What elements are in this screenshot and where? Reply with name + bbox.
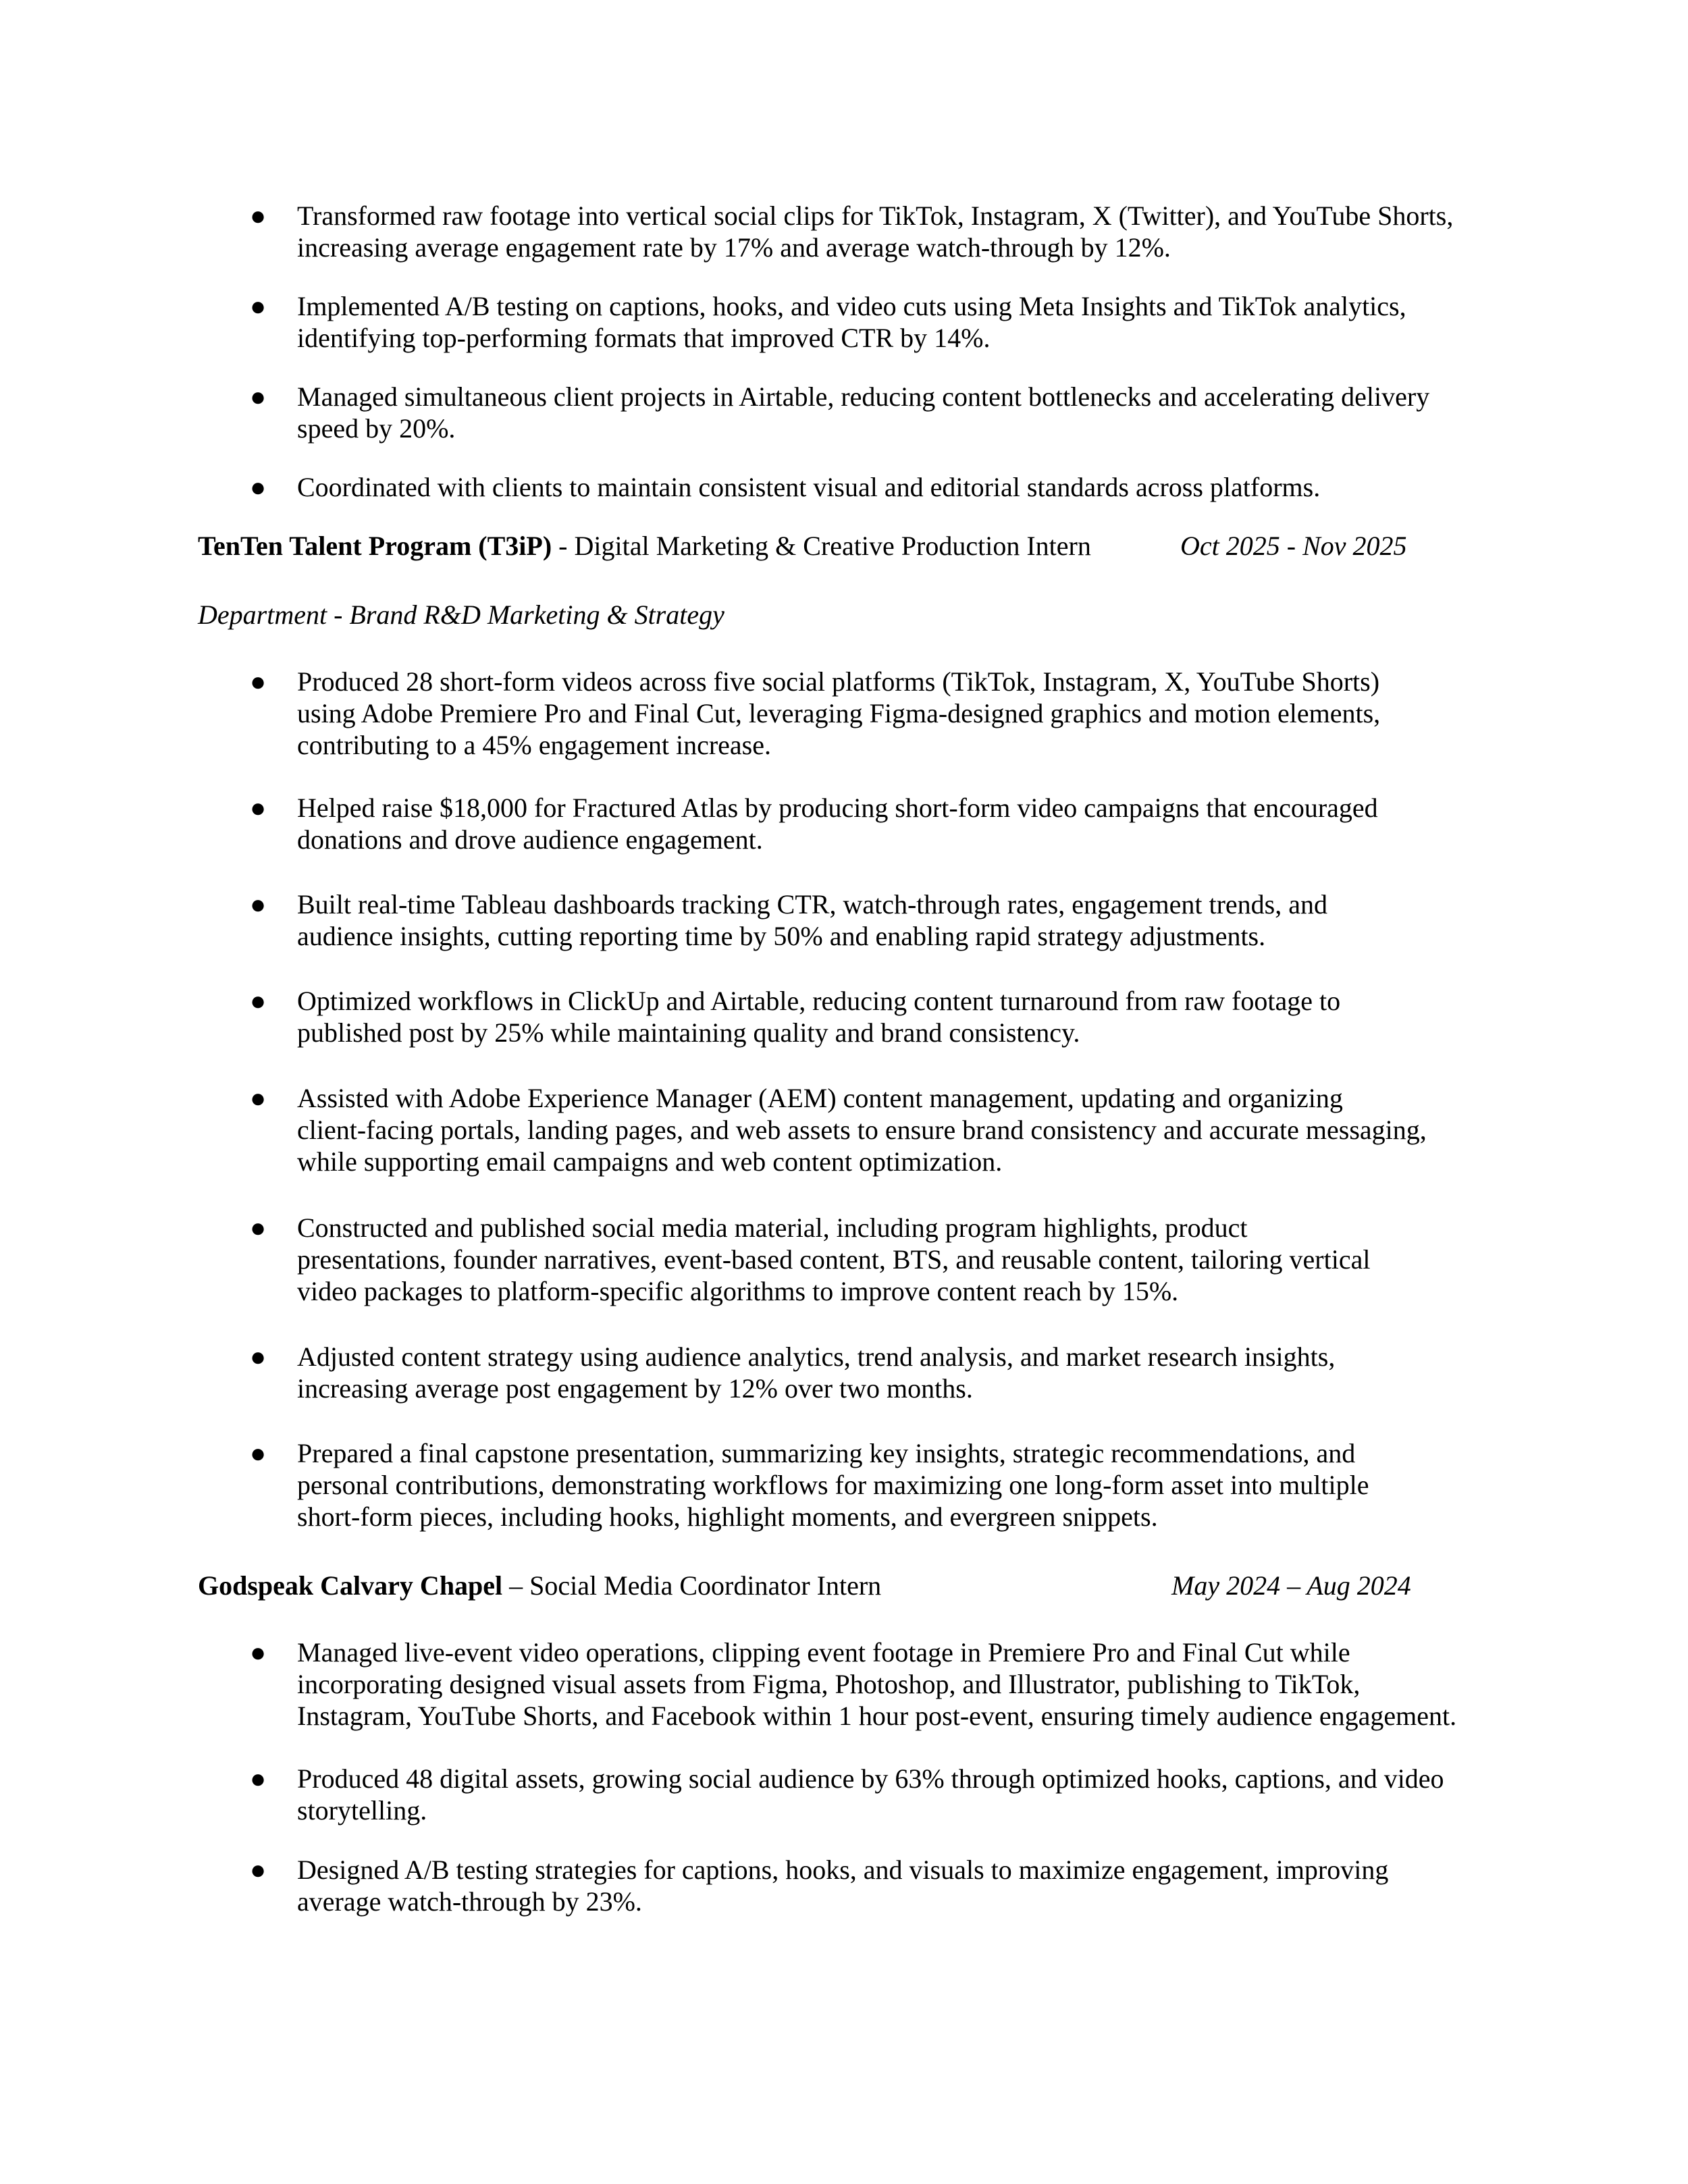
experience-bullet: Assisted with Adobe Experience Manager (AEM) content management, updating and organizing client-facing portals, landing pages, and web assets to ensure brand consistency and accurate messaging, while supporting email campaigns and web content optimization. (297, 1083, 1427, 1177)
experience-bullet: Helped raise $18,000 for Fractured Atlas by producing short-form video campaigns that encouraged donations and drove audience engagement. (297, 793, 1378, 855)
job-separator: – (502, 1570, 530, 1601)
bullet-dot: ● (250, 1341, 267, 1372)
experience-bullet: Designed A/B testing strategies for captions, hooks, and visuals to maximize engagement, improving average watch-through by 23%. (297, 1855, 1389, 1917)
bullet-dot: ● (250, 381, 267, 412)
job-dates: Oct 2025 - Nov 2025 (1180, 531, 1407, 561)
bullet-dot: ● (250, 889, 267, 920)
bullet-dot: ● (250, 1763, 267, 1794)
bullet-dot: ● (250, 291, 267, 321)
experience-bullet: Prepared a final capstone presentation, summarizing key insights, strategic recommendations, and personal contributions, demonstrating workflows for maximizing one long-form asset into multiple short-form pieces, including hooks, highlight moments, and evergreen snippets. (297, 1438, 1369, 1532)
bullet-dot: ● (250, 1637, 267, 1668)
job-heading-godspeak (198, 1570, 881, 1601)
bullet-dot: ● (250, 1213, 267, 1243)
job-role: Social Media Coordinator Intern (529, 1570, 882, 1601)
experience-bullet: Adjusted content strategy using audience analytics, trend analysis, and market research insights, increasing average post engagement by 12% over two months. (297, 1341, 1336, 1404)
experience-bullet: Implemented A/B testing on captions, hooks, and video cuts using Meta Insights and TikTok analytics, identifying top-performing formats that improved CTR by 14%. (297, 291, 1406, 353)
bullet-dot: ● (250, 986, 267, 1016)
job-dates: May 2024 – Aug 2024 (1171, 1570, 1411, 1601)
job-heading-tenten (198, 530, 1091, 562)
experience-bullet: Managed live-event video operations, clipping event footage in Premiere Pro and Final Cut while incorporating designed visual assets from Figma, Photoshop, and Illustrator, publishing to TikTok, Instagram, YouTube Shorts, and Facebook within 1 hour post-event, ensuring timely audience engagement. (297, 1637, 1457, 1731)
bullet-dot: ● (250, 793, 267, 823)
experience-bullet: Transformed raw footage into vertical social clips for TikTok, Instagram, X (Twitter), and YouTube Shorts, increasing average engagement rate by 17% and average watch-through by 12%. (297, 201, 1454, 263)
experience-bullet: Optimized workflows in ClickUp and Airtable, reducing content turnaround from raw footage to published post by 25% while maintaining quality and brand consistency. (297, 986, 1341, 1048)
bullet-dot: ● (250, 472, 267, 502)
bullet-dot: ● (250, 1855, 267, 1885)
experience-bullet: Built real-time Tableau dashboards tracking CTR, watch-through rates, engagement trends, and audience insights, cutting reporting time by 50% and enabling rapid strategy adjustments. (297, 889, 1327, 951)
experience-bullet: Constructed and published social media material, including program highlights, product presentations, founder narratives, event-based content, BTS, and reusable content, tailoring vertical video packages to platform-specific algorithms to improve content reach by 15%. (297, 1213, 1371, 1306)
experience-bullet: Produced 48 digital assets, growing social audience by 63% through optimized hooks, captions, and video storytelling. (297, 1763, 1444, 1826)
job-separator: - (552, 531, 575, 561)
bullet-dot: ● (250, 1083, 267, 1113)
company-name: TenTen Talent Program (T3iP) (198, 531, 552, 561)
bullet-dot: ● (250, 1438, 267, 1468)
experience-bullet: Managed simultaneous client projects in Airtable, reducing content bottlenecks and accelerating delivery speed by 20%. (297, 381, 1430, 444)
bullet-dot: ● (250, 201, 267, 231)
bullet-dot: ● (250, 666, 267, 697)
company-name: Godspeak Calvary Chapel (198, 1570, 503, 1601)
experience-bullet: Coordinated with clients to maintain consistent visual and editorial standards across platforms. (297, 472, 1321, 502)
job-department: Department - Brand R&D Marketing & Strategy (198, 600, 724, 630)
job-role: Digital Marketing & Creative Production Intern (574, 531, 1091, 561)
experience-bullet: Produced 28 short-form videos across five social platforms (TikTok, Instagram, X, YouTube Shorts) using Adobe Premiere Pro and Final Cut, leveraging Figma-designed graphics and motion elements, contributing to a 45% engagement increase. (297, 666, 1381, 760)
